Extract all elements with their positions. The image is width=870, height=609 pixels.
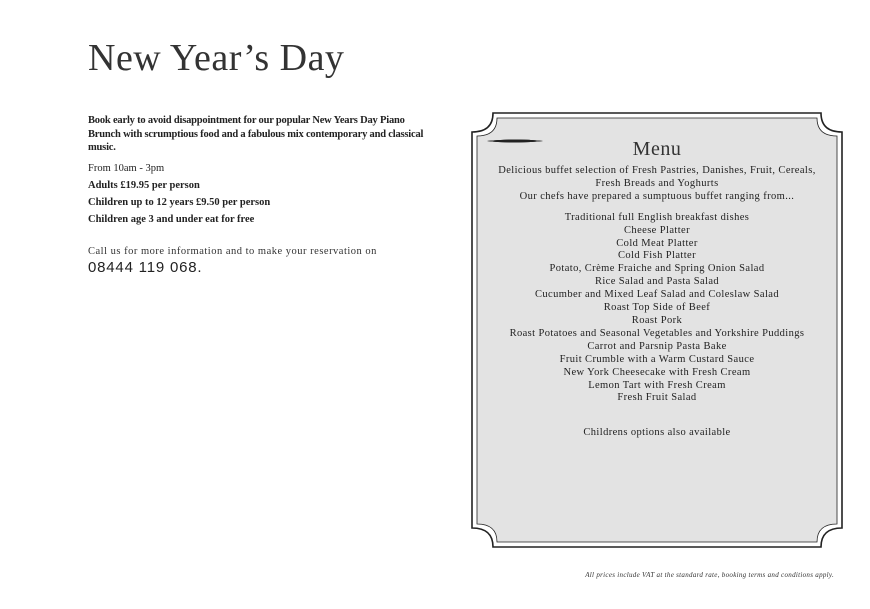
menu-item: Carrot and Parsnip Pasta Bake xyxy=(587,340,727,352)
menu-item: Cold Fish Platter xyxy=(618,250,696,262)
ornament-divider xyxy=(485,137,545,145)
menu-panel xyxy=(471,112,843,548)
chef-line: Our chefs have prepared a sumptuous buffet ranging from... xyxy=(519,190,795,202)
children-options-note: Childrens options also available xyxy=(583,427,731,439)
dessert-item: Fruit Crumble with a Warm Custard Sauce xyxy=(559,353,755,365)
menu-item: Roast Pork xyxy=(631,314,683,326)
menu-item: Traditional full English breakfast dishes xyxy=(564,211,750,223)
menu-item: Cucumber and Mixed Leaf Salad and Coleslaw Salad xyxy=(534,289,779,301)
event-details xyxy=(88,114,438,276)
footer-disclaimer: All prices include VAT at the standard rate, booking terms and conditions apply. xyxy=(585,571,834,579)
opening-time: From 10am - 3pm xyxy=(88,162,165,174)
menu-item: Cold Meat Platter xyxy=(616,237,698,249)
menu-content xyxy=(485,134,829,440)
menu-item: Roast Top Side of Beef xyxy=(603,302,711,314)
adult-price: Adults £19.95 per person xyxy=(88,179,200,191)
menu-intro: Delicious buffet selection of Fresh Pastries, Danishes, Fruit, Cereals, Fresh Breads and Yoghurts xyxy=(498,165,816,189)
menu-title: Menu xyxy=(632,138,682,160)
menu-item: Cheese Platter xyxy=(624,224,690,236)
menu-item: Roast Potatoes and Seasonal Vegetables and Yorkshire Puddings xyxy=(509,327,805,339)
intro-text: Book early to avoid disappointment for our popular New Years Day Piano Brunch with scrumptious food and a fabulous mix contemporary and classical music. xyxy=(88,115,424,153)
menu-item: Rice Salad and Pasta Salad xyxy=(594,276,720,288)
dessert-item: New York Cheesecake with Fresh Cream xyxy=(563,366,751,378)
dessert-item: Lemon Tart with Fresh Cream xyxy=(588,379,726,391)
child-price: Children up to 12 years £9.50 per person xyxy=(88,196,271,208)
phone-number: 08444 119 068. xyxy=(88,258,203,276)
dessert-item: Fresh Fruit Salad xyxy=(617,392,697,404)
call-text: Call us for more information and to make your reservation on xyxy=(88,245,377,257)
page-title: New Year’s Day xyxy=(88,37,345,79)
under-three-price: Children age 3 and under eat for free xyxy=(88,213,255,225)
menu-item: Potato, Crème Fraiche and Spring Onion Salad xyxy=(549,263,765,275)
